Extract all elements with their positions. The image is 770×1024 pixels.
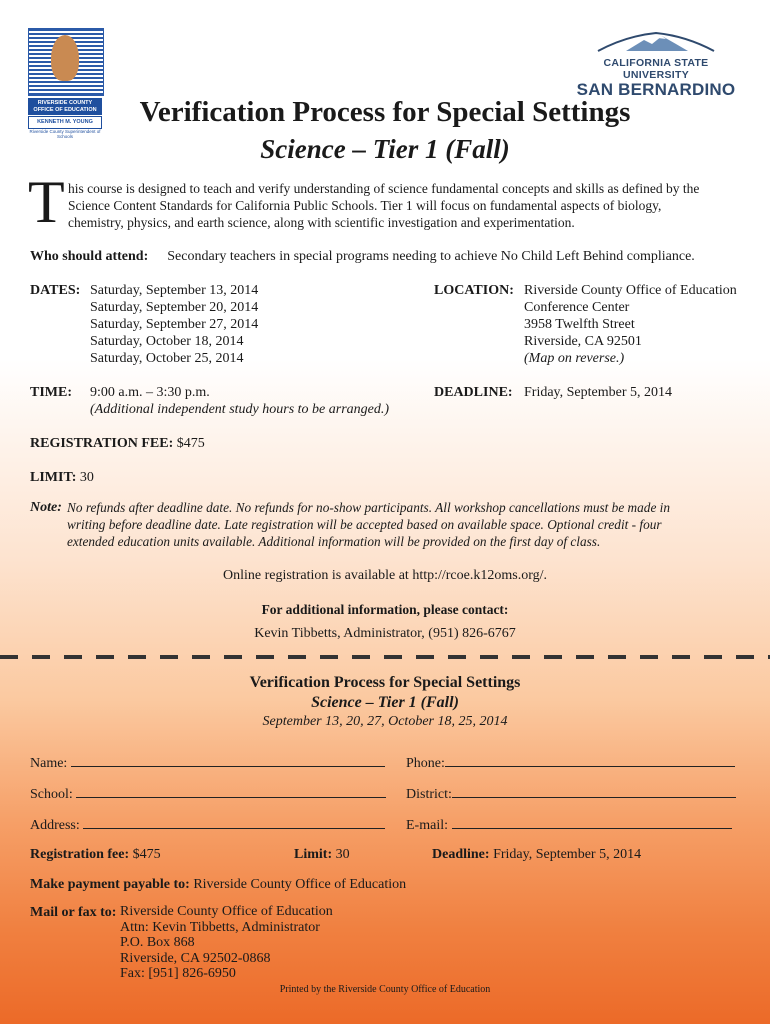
school-field[interactable]: [30, 785, 386, 803]
form-deadline: [432, 846, 641, 863]
date-item: Saturday, September 27, 2014: [90, 317, 259, 332]
fee-label: REGISTRATION FEE:: [30, 436, 174, 451]
time-label: TIME:: [30, 385, 72, 400]
logo-line: OFFICE OF EDUCATION: [33, 106, 97, 113]
phone-label: Phone:: [406, 756, 445, 771]
online-registration: Online registration is available at http://rcoe.k12oms.org/.: [222, 568, 547, 583]
deadline-label: DEADLINE:: [434, 385, 513, 400]
name-field[interactable]: [30, 754, 385, 772]
mail-line: Fax: [951] 826-6950: [120, 966, 236, 981]
note-line: extended education units available. Additional information will be provided on the first day of class.: [67, 534, 601, 549]
location-line: Conference Center: [524, 300, 630, 315]
form-limit-label: Limit:: [294, 847, 333, 862]
district-label: District:: [406, 787, 452, 802]
address-field[interactable]: [30, 816, 385, 834]
time-note: (Additional independent study hours to be arranged.): [90, 402, 390, 417]
form-fee-value: $475: [132, 847, 161, 862]
time-value: 9:00 a.m. – 3:30 p.m.: [90, 385, 210, 400]
dates-list: [90, 282, 258, 367]
date-item: Saturday, September 13, 2014: [90, 283, 259, 298]
limit-row: [30, 469, 94, 486]
fee-value: $475: [176, 436, 205, 451]
form-subtitle: Science – Tier 1 (Fall): [311, 694, 459, 711]
location-line: 3958 Twelfth Street: [524, 317, 635, 332]
school-label: School:: [30, 787, 73, 802]
mountain-icon: [596, 30, 716, 52]
district-input-line[interactable]: [452, 785, 736, 798]
form-limit: [294, 846, 350, 863]
email-input-line[interactable]: [452, 816, 732, 829]
dates-label: DATES:: [30, 283, 81, 298]
phone-field[interactable]: [406, 754, 735, 772]
note-label: Note:: [30, 500, 62, 515]
limit-label: LIMIT:: [30, 470, 77, 485]
name-label: Name:: [30, 756, 68, 771]
form-limit-value: 30: [335, 847, 350, 862]
email-field[interactable]: [406, 816, 732, 834]
fee-row: [30, 435, 205, 452]
contact-name: Kevin Tibbetts, Administrator, (951) 826-6767: [254, 626, 516, 641]
drop-cap: T: [28, 169, 65, 235]
mail-line: P.O. Box 868: [120, 935, 195, 950]
mail-line: Riverside County Office of Education: [120, 904, 333, 919]
who-label: Who should attend:: [30, 249, 149, 264]
location-note: (Map on reverse.): [524, 351, 625, 366]
limit-value: 30: [79, 470, 94, 485]
payable-value: Riverside County Office of Education: [193, 877, 407, 892]
payable-label: Make payment payable to:: [30, 877, 190, 892]
logo-line: RIVERSIDE COUNTY: [37, 100, 93, 106]
location-address: [524, 282, 737, 367]
cut-line: [0, 655, 770, 659]
school-input-line[interactable]: [76, 785, 386, 798]
footer-printed-by: Printed by the Riverside County Office of Education: [279, 984, 491, 995]
phone-input-line[interactable]: [445, 754, 735, 767]
deadline-value: Friday, September 5, 2014: [524, 385, 673, 400]
csusb-logo: [570, 30, 742, 99]
payable-row: [30, 876, 406, 893]
who-row: [30, 248, 750, 265]
location-line: Riverside County Office of Education: [524, 283, 737, 298]
location-label: LOCATION:: [434, 283, 514, 298]
mail-line: Riverside, CA 92502-0868: [120, 950, 271, 966]
location-line: Riverside, CA 92501: [524, 334, 642, 349]
contact-heading: For additional information, please contact:: [261, 602, 509, 617]
name-input-line[interactable]: [71, 754, 385, 767]
mail-line: Attn: Kevin Tibbetts, Administrator: [120, 919, 320, 935]
email-label: E-mail:: [406, 818, 448, 833]
address-input-line[interactable]: [83, 816, 385, 829]
form-deadline-label: Deadline:: [432, 847, 490, 862]
note-text: [67, 499, 757, 550]
logo-superintendent: KENNETH M. YOUNG: [28, 116, 102, 129]
csusb-line1: CALIFORNIA STATE UNIVERSITY: [603, 57, 709, 81]
district-field[interactable]: [406, 785, 736, 803]
time-block: [90, 384, 389, 418]
intro-paragraph: his course is designed to teach and verify understanding of science fundamental concepts and skills as defined by the Science Content Standards for California Public Schools. Tier 1 will focus on fundamental aspects of biology, chemistry, physics, and earth science, along with scientific investigation and experimentation.: [68, 181, 700, 230]
date-item: Saturday, October 25, 2014: [90, 351, 244, 366]
date-item: Saturday, September 20, 2014: [90, 300, 259, 315]
note-line: writing before deadline date. Late registration will be accepted based on available space. Optional credit - four: [67, 517, 662, 532]
logo-subtitle: Riverside County Superintendent of Schools: [29, 128, 101, 139]
form-deadline-value: Friday, September 5, 2014: [493, 847, 642, 862]
form-fee: [30, 846, 161, 863]
address-label: Address:: [30, 818, 80, 833]
who-value: Secondary teachers in special programs needing to achieve No Child Left Behind compliance.: [167, 249, 695, 264]
note-line: No refunds after deadline date. No refunds for no-show participants. All workshop cancellations must be made in: [67, 500, 671, 515]
form-fee-label: Registration fee:: [30, 847, 130, 862]
form-dates: September 13, 20, 27, October 18, 25, 2014: [262, 714, 508, 729]
mail-address: [120, 904, 333, 982]
csusb-line2: SAN BERNARDINO: [576, 80, 736, 99]
form-title: Verification Process for Special Settings: [249, 674, 521, 691]
mail-label: Mail or fax to:: [30, 905, 117, 920]
torch-emblem-icon: [28, 28, 104, 96]
date-item: Saturday, October 18, 2014: [90, 334, 244, 349]
page-title: Verification Process for Special Settings: [139, 96, 631, 128]
page-subtitle: Science – Tier 1 (Fall): [260, 134, 510, 164]
